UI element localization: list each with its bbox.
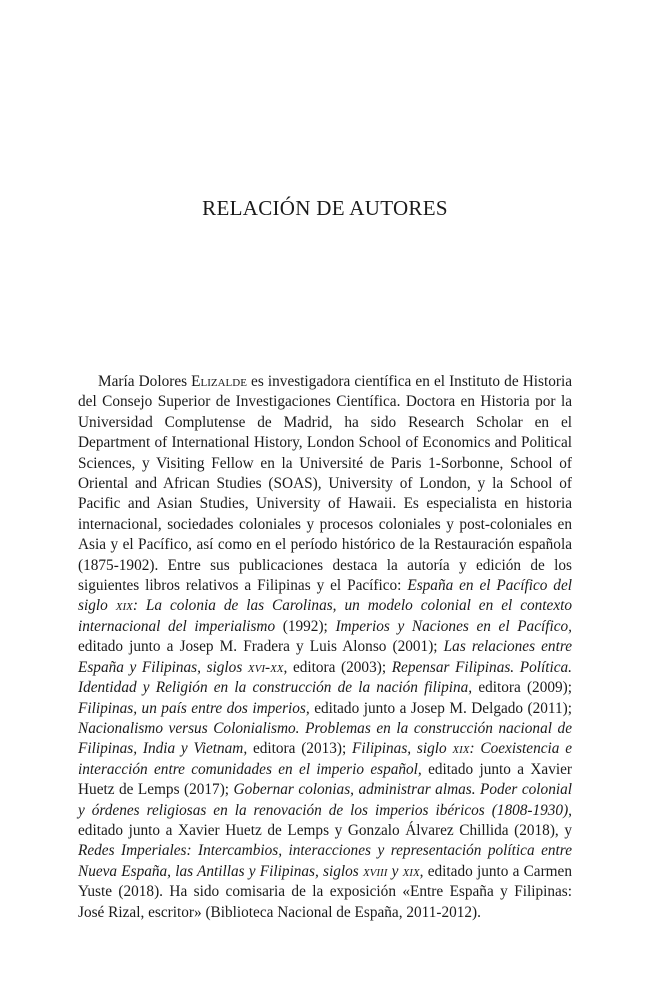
bio-text-segment: editora (2013);	[247, 740, 353, 758]
bio-text-segment: editado junto a Josep M. Delgado (2011);	[309, 699, 572, 717]
century-numeral-text: xviii	[362, 862, 388, 880]
century-numeral-text: xix	[115, 597, 133, 615]
book-title-text: Gobernar colonias, administrar almas. Poder colonial y órdenes religiosas en la renovación de los imperios ibéricos (1808-1930),	[78, 781, 572, 819]
book-title-text: y	[387, 862, 403, 880]
bio-text-segment: es investigadora científica en el Instituto de Historia del Consejo Superior de Investigaciones Científica. Doctora en Historia por la Universidad Complutense de Madrid, ha sido Research Scholar en el Department of International History, London School of Economics and Political Sciences, y Visiting Fellow en la Université de Paris 1-Sorbonne, School of Oriental and African Studies (SOAS), University of London, y la School of Pacific and Asian Studies, University of Hawaii. Es especialista en historia internacional, sociedades coloniales y procesos coloniales y post-coloniales en Asia y el Pacífico, así como en el período histórico de la Restauración española (1875-1902). Entre sus publicaciones destaca la autoría y edición de los siguientes libros relativos a Filipinas y el Pacífico:	[78, 373, 572, 595]
book-title-text: Nacionalismo versus Colonialismo. Problemas en la construcción nacional de Filipinas, India y Vietnam,	[78, 719, 572, 758]
bio-text-segment: editado junto a Josep M. Fradera y Luis Alonso (2001);	[78, 638, 444, 656]
book-title-text: Imperios y Naciones en el Pacífico,	[335, 617, 572, 635]
book-title-text: : Coexistencia e interacción entre comunidades en el imperio español,	[78, 740, 572, 778]
author-given-name: María Dolores	[98, 373, 188, 390]
page-title: RELACIÓN DE AUTORES	[202, 196, 448, 220]
book-title-text: Filipinas, siglo	[352, 740, 453, 758]
century-numeral-text: xix,	[402, 862, 424, 880]
bio-text-segment: editado junto a Xavier Huetz de Lemps y Gonzalo Álvarez Chillida (2018), y	[78, 821, 572, 839]
book-title-text: Filipinas, un país entre dos imperios,	[78, 699, 310, 717]
bio-text-segment: editado junto a Xavier Huetz de Lemps (2017);	[78, 760, 572, 799]
book-title-text: Repensar Filipinas. Política. Identidad y Religión en la construcción de la nación filipina,	[78, 658, 572, 697]
book-title-text: España en el Pacífico del siglo	[78, 577, 572, 615]
book-title-text: Las relaciones entre España y Filipinas, siglos	[78, 638, 573, 676]
book-title-text: Redes Imperiales: Intercambios, interacciones y representación política entre Nueva España, las Antillas y Filipinas, siglos	[78, 842, 572, 880]
century-numeral-text: xix	[452, 740, 470, 758]
century-numeral-text: xvi-xx,	[247, 658, 288, 676]
book-title-text: : La colonia de las Carolinas, un modelo colonial en el contexto internacional del imperialismo	[78, 597, 573, 635]
author-bio-paragraph	[78, 372, 572, 923]
bio-text-segment: editora (2003);	[287, 658, 392, 676]
author-surname: Elizalde	[191, 373, 247, 390]
author-bio-text	[78, 373, 572, 921]
bio-text-segment: editora (2009);	[472, 679, 572, 697]
bio-text-segment: editado junto a Carmen Yuste (2018). Ha sido comisaria de la exposición «Entre España y Filipinas: José Rizal, escritor» (Biblioteca Nacional de España, 2011-2012).	[78, 862, 572, 921]
bio-text-segment: (1992);	[275, 617, 336, 635]
